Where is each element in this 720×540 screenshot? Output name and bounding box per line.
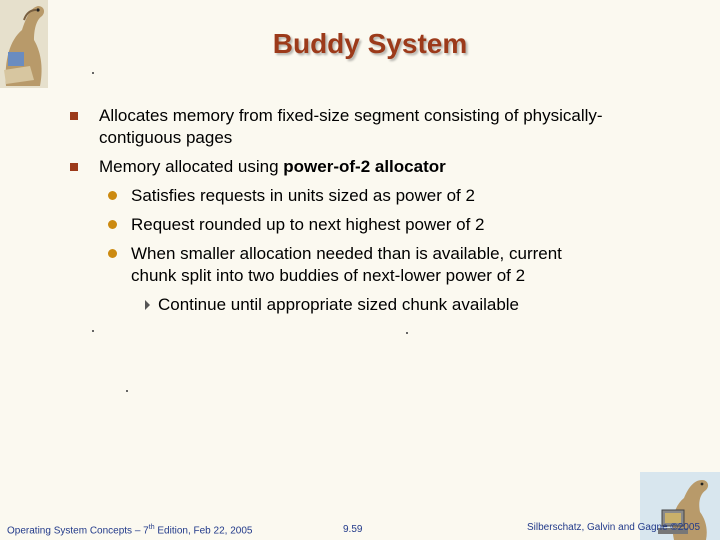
square-bullet-icon [70,163,78,171]
footer-book-title-prefix: Operating System Concepts – 7 [7,525,149,537]
bullet-allocates [99,105,679,149]
subbullet-rounded: Request rounded up to next highest power of 2 [131,215,485,234]
bullet-memory-allocated [99,156,446,178]
subbullet-split [131,243,651,287]
subbullet-satisfies: Satisfies requests in units sized as power of 2 [131,186,475,205]
artifact-dot [126,390,128,392]
artifact-dot [92,330,94,332]
subbullet-split-line1: When smaller allocation needed than is available, current [131,244,562,263]
subsubbullet-continue: Continue until appropriate sized chunk available [158,295,520,314]
bullet-memory-prefix: Memory allocated using [99,157,284,176]
bullet-allocates-line2: contiguous pages [99,128,233,147]
footer-book-title [7,524,252,536]
circle-bullet-icon [108,220,117,229]
artifact-dot [406,332,408,334]
footer-edition-superscript: th [148,524,155,531]
subbullet-split-line2: chunk split into two buddies of next-lower power of 2 [131,266,526,285]
footer-book-title-suffix: Edition, Feb 22, 2005 [154,525,253,537]
slide-title: Buddy System [272,28,468,59]
circle-bullet-icon [108,249,117,258]
footer-page-number: 9.59 [343,524,363,535]
footer-authors: Silberschatz, Galvin and Gagne ©2005 [527,522,701,533]
square-bullet-icon [70,112,78,120]
bullet-allocates-line1: Allocates memory from fixed-size segment consisting of physically- [99,106,603,125]
triangle-bullet-icon [145,300,150,310]
circle-bullet-icon [108,191,117,200]
artifact-dot [92,72,94,74]
power-of-2-allocator-term: power-of-2 allocator [283,157,446,176]
